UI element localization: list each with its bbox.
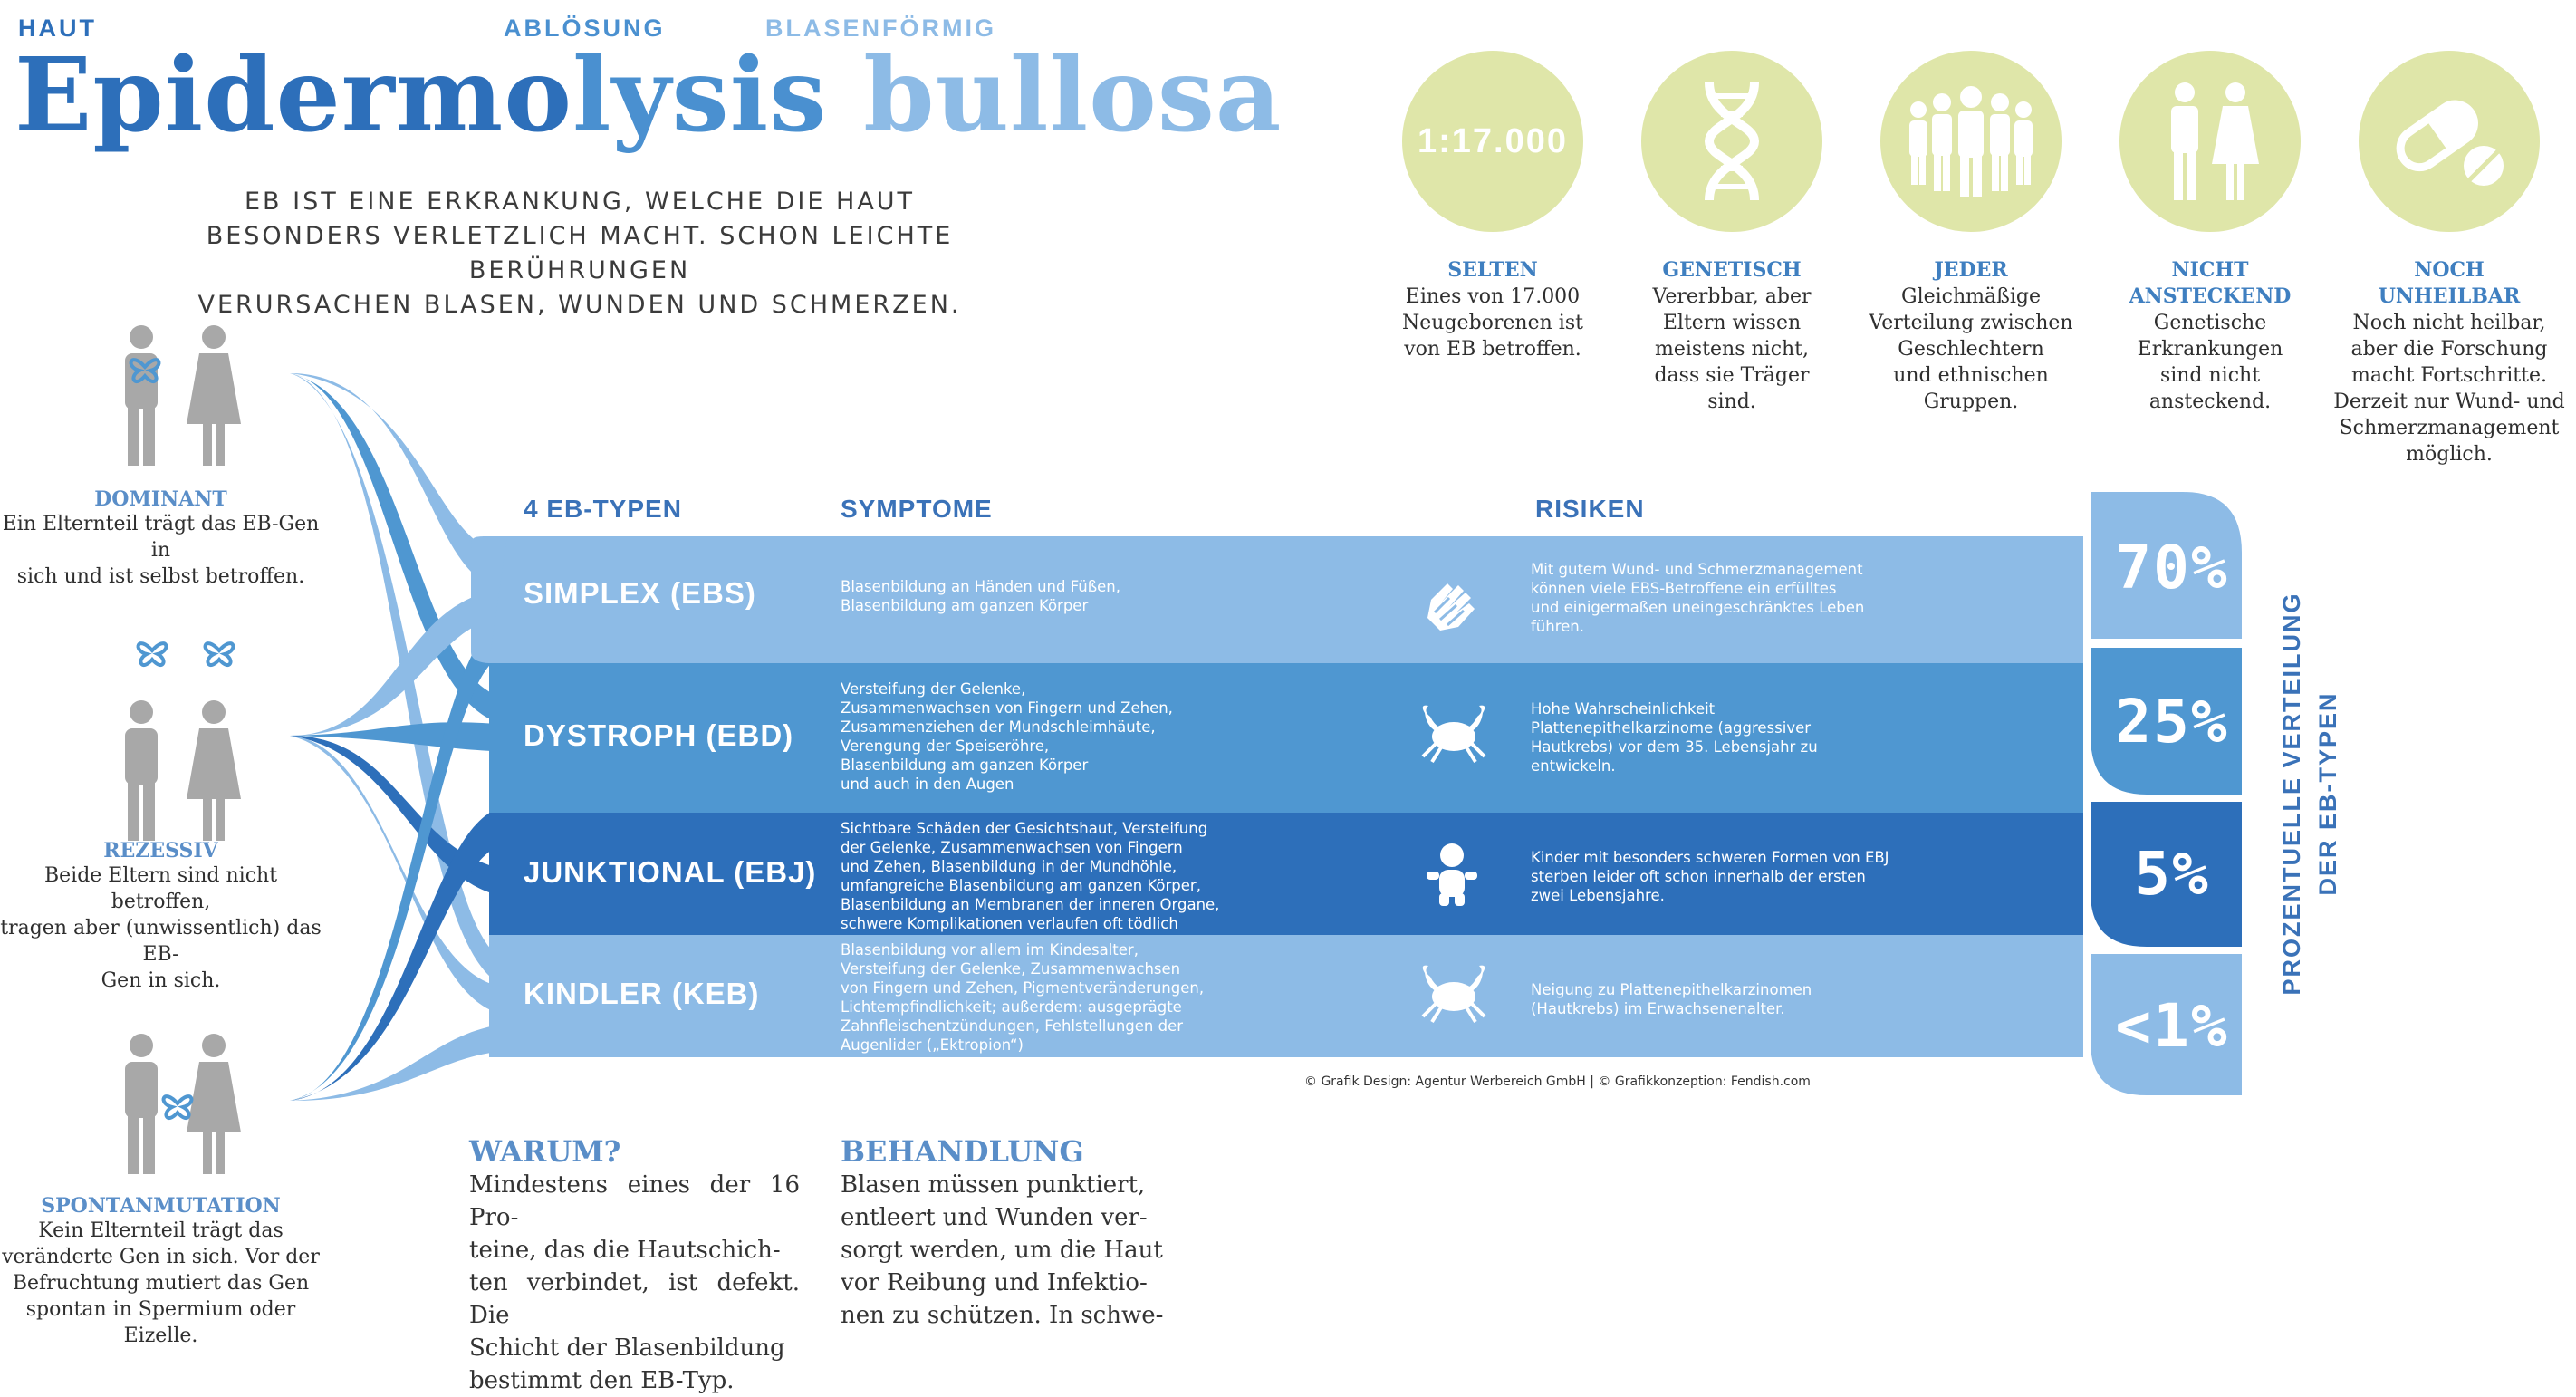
risk-line: Kinder mit besonders schweren Formen von EBJ [1531, 849, 1889, 866]
inheritance-line: spontan in Spermium oder Eizelle. [25, 1298, 296, 1347]
ratio-text: 1:17.000 [1417, 121, 1568, 160]
percent-junktional: 5% [2134, 839, 2210, 909]
section-line: sorgt werden, um die Haut [841, 1237, 1163, 1264]
symptom-line: und auch in den Augen [841, 776, 1014, 793]
risk-line: entwickeln. [1531, 757, 1616, 775]
fact-line: Noch nicht heilbar, [2352, 312, 2546, 334]
symptoms-dystroph [841, 679, 1248, 794]
symptom-line: und Zehen, Blasenbildung in der Mundhöhle, [841, 858, 1177, 875]
risk-line: Hautkrebs) vor dem 35. Lebensjahr zu [1531, 738, 1818, 756]
section-line: vor Reibung und Infektio- [841, 1269, 1148, 1296]
fact-heading: GENETISCH [1662, 258, 1802, 282]
symptom-line: umfangreiche Blasenbildung am ganzen Körper, [841, 877, 1201, 894]
inheritance-flows [290, 373, 507, 1101]
inheritance-line: sich und ist selbst betroffen. [16, 565, 305, 588]
type-label-dystroph: DYSTROPH (EBD) [524, 718, 794, 752]
fact-line: Gruppen. [1923, 390, 2019, 413]
symptom-line: Zusammenziehen der Mundschleimhäute, [841, 718, 1156, 736]
symptom-line: Augenlider („Ektropion“) [841, 1036, 1024, 1054]
percent-dystroph: 25% [2115, 687, 2229, 756]
section-line: Schicht der Blasenbildung [469, 1334, 785, 1362]
column-header-symptoms: SYMPTOME [841, 495, 993, 523]
parent-figures [125, 325, 241, 1174]
inheritance-line: veränderte Gen in sich. Vor der [2, 1246, 320, 1268]
intro-line: BESONDERS VERLETZLICH MACHT. SCHON LEICHTE BERÜHRUNGEN [206, 222, 954, 284]
symptom-line: Blasenbildung am ganzen Körper [841, 756, 1089, 774]
man-figure-icon [125, 700, 158, 841]
inheritance-heading: REZESSIV [103, 839, 218, 862]
fact-line: und ethnischen [1893, 364, 2049, 387]
risk-line: führen. [1531, 618, 1584, 635]
risk-line: Hohe Wahrscheinlichkeit [1531, 700, 1716, 718]
fact-heading: SELTEN [1447, 258, 1538, 282]
symptoms-simplex [841, 577, 1221, 615]
butterfly-icon [139, 643, 167, 665]
inheritance-recessive [0, 839, 322, 994]
section-line: teine, das die Hautschich- [469, 1237, 781, 1264]
risk-line: können viele EBS-Betroffene ein erfülltes [1531, 580, 1837, 597]
risks-kindler [1531, 980, 1956, 1018]
risk-line: zwei Lebensjahre. [1531, 887, 1665, 904]
side-label-line: DER EB-TYPEN [2314, 691, 2341, 896]
title-lysis: lysis [572, 36, 828, 155]
risk-line: Plattenepithelkarzinome (aggressiver [1531, 719, 1812, 737]
butterfly-icon [206, 643, 234, 665]
fact-line: ansteckend. [2148, 390, 2272, 413]
section-line: entleert und Wunden ver- [841, 1204, 1148, 1231]
risks-simplex [1531, 560, 1956, 636]
kicker-haut: HAUT [18, 14, 97, 42]
inheritance-dominant [0, 487, 322, 590]
section-heading: WARUM? [469, 1134, 621, 1169]
fact-line: Vererbbar, aber [1652, 285, 1812, 308]
fact-line: Eltern wissen [1662, 312, 1802, 334]
fact-line: von EB betroffen. [1404, 338, 1581, 361]
symptom-line: Versteifung der Gelenke, Zusammenwachsen [841, 960, 1181, 978]
risk-line: (Hautkrebs) im Erwachsenenalter. [1531, 1000, 1785, 1017]
risk-line: sterben leider oft schon innerhalb der ersten [1531, 868, 1866, 885]
percent-simplex: 70% [2115, 533, 2229, 602]
risk-line: und einigermaßen uneingeschränktes Leben [1531, 599, 1865, 616]
fact-line: Verteilung zwischen [1869, 312, 2073, 334]
fact-line: meistens nicht, [1654, 338, 1810, 361]
symptom-line: Verengung der Speiseröhre, [841, 737, 1050, 755]
fact-heading: NICHT [2171, 258, 2249, 282]
fact-line: Schmerzmanagement [2339, 417, 2560, 439]
risk-line: Neigung zu Plattenepithelkarzinomen [1531, 981, 1812, 998]
flow-recessive-junktional [290, 736, 507, 897]
fact-line: macht Fortschritte. [2351, 364, 2547, 387]
inheritance-line: Kein Elternteil trägt das [38, 1219, 284, 1242]
fact-heading: NOCH [2414, 258, 2485, 282]
fact-heading: UNHEILBAR [2378, 284, 2521, 308]
intro-line: EB IST EINE ERKRANKUNG, WELCHE DIE HAUT [244, 188, 916, 216]
symptom-line: Blasenbildung an Membranen der inneren Organe, [841, 896, 1220, 913]
symptom-line: von Fingern und Zehen, Pigmentveränderungen, [841, 979, 1205, 997]
fact-line: Gleichmäßige [1901, 285, 2041, 308]
symptom-line: Zusammenwachsen von Fingern und Zehen, [841, 699, 1173, 717]
section-line: Blasen müssen punktiert, [841, 1171, 1146, 1199]
inheritance-heading: SPONTANMUTATION [41, 1194, 281, 1218]
intro-line: VERURSACHEN BLASEN, WUNDEN UND SCHMERZEN. [197, 291, 962, 319]
inheritance-line: tragen aber (unwissentlich) das EB- [0, 917, 322, 966]
fact-line: sind. [1707, 390, 1756, 413]
symptom-line: Blasenbildung an Händen und Füßen, [841, 578, 1121, 595]
fact-line: Neugeborenen ist [1402, 312, 1583, 334]
risk-line: Mit gutem Wund- und Schmerzmanagement [1531, 561, 1863, 578]
fact-heading: ANSTECKEND [2129, 284, 2292, 308]
risks-dystroph [1531, 699, 1956, 776]
symptom-line: Lichtempfindlichkeit; außerdem: ausgeprägte [841, 998, 1182, 1016]
inheritance-line: Gen in sich. [101, 969, 221, 992]
credit-line: © Grafik Design: Agentur Werbereich GmbH | © Grafikkonzeption: Fendish.com [1304, 1074, 1811, 1089]
symptom-line: der Gelenke, Zusammenwachsen von Fingern [841, 839, 1183, 856]
inheritance-line: Ein Elternteil trägt das EB-Gen in [2, 513, 320, 562]
distribution-side-label [2273, 592, 2346, 995]
symptom-line: Blasenbildung am ganzen Körper [841, 597, 1089, 614]
fact-line: sind nicht [2159, 364, 2261, 387]
risks-junktional [1531, 848, 1966, 905]
inheritance-line: Beide Eltern sind nicht betroffen, [43, 864, 278, 913]
symptom-line: Versteifung der Gelenke, [841, 680, 1026, 698]
fact-line: dass sie Träger [1654, 364, 1810, 387]
man-figure-icon [125, 325, 158, 466]
flow-spontaneous-kindler [290, 1024, 507, 1101]
inheritance-line: Befruchtung mutiert das Gen [12, 1272, 310, 1295]
type-label-kindler: KINDLER (KEB) [524, 977, 760, 1010]
symptoms-kindler [841, 940, 1266, 1055]
section-line: Mindestens eines der 16 Pro- [469, 1171, 800, 1231]
fact-line: Derzeit nur Wund- und [2333, 390, 2565, 413]
inheritance-heading: DOMINANT [94, 487, 227, 511]
type-label-junktional: JUNKTIONAL (EBJ) [524, 855, 817, 889]
fact-line: aber die Forschung [2350, 338, 2548, 361]
woman-figure-icon [187, 325, 241, 466]
column-header-risks: RISIKEN [1535, 495, 1645, 523]
fact-line: Eines von 17.000 [1405, 285, 1581, 308]
fact-line: möglich. [2406, 443, 2493, 466]
woman-figure-icon [187, 1034, 241, 1174]
fact-line: Erkrankungen [2137, 338, 2283, 361]
section-heading: BEHANDLUNG [841, 1134, 1084, 1169]
column-header-types: 4 EB-TYPEN [524, 495, 682, 523]
woman-figure-icon [187, 700, 241, 841]
fact-heading: JEDER [1934, 258, 2008, 282]
butterfly-icon [164, 1096, 192, 1118]
side-label-line: PROZENTUELLE VERTEILUNG [2278, 592, 2305, 996]
kicker-ablosung: ABLÖSUNG [504, 14, 666, 42]
section-warum [469, 1134, 800, 1397]
symptom-line: Sichtbare Schäden der Gesichtshaut, Versteifung [841, 820, 1208, 837]
symptom-line: Blasenbildung vor allem im Kindesalter, [841, 941, 1139, 959]
man-figure-icon [125, 1034, 158, 1174]
symptom-line: schwere Komplikationen verlaufen oft tödlich [841, 915, 1178, 932]
section-line: ten verbindet, ist defekt. Die [469, 1269, 800, 1329]
title-bullosa: bullosa [863, 36, 1283, 155]
type-label-simplex: SIMPLEX (EBS) [524, 576, 756, 610]
fact-line: Genetische [2153, 312, 2267, 334]
symptoms-junktional [841, 819, 1266, 933]
fact-line: Geschlechtern [1898, 338, 2044, 361]
symptom-line: Zahnfleischentzündungen, Fehlstellungen der [841, 1017, 1184, 1035]
inheritance-spontaneous [0, 1194, 322, 1349]
title-epidermo: Epidermo [14, 36, 573, 155]
section-behandlung [841, 1134, 1171, 1350]
percent-kindler: <1% [2115, 991, 2229, 1061]
section-line: bestimmt den EB-Typ. [469, 1367, 735, 1394]
section-line: nen zu schützen. In schwe- [841, 1302, 1164, 1329]
kicker-blasenformig: BLASENFÖRMIG [765, 14, 996, 42]
